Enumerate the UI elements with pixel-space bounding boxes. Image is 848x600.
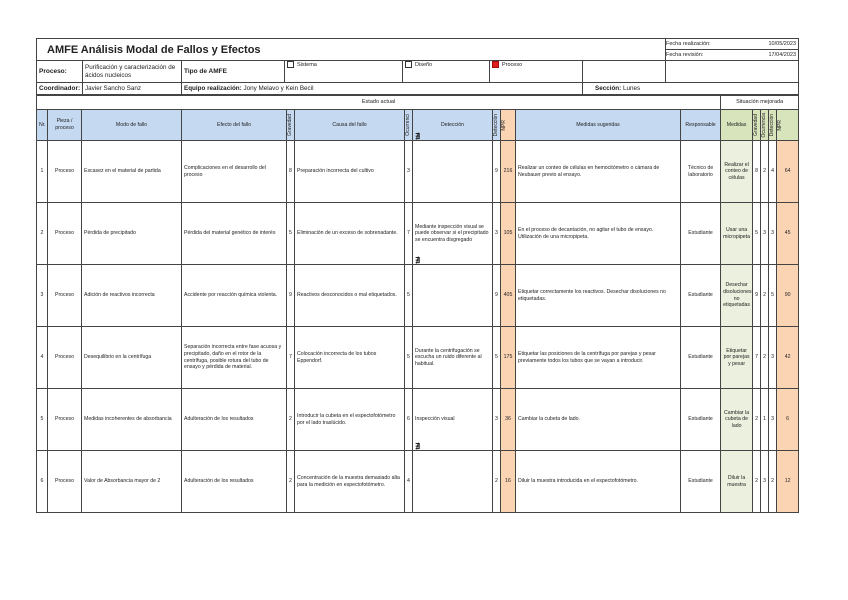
table-row [37, 265, 799, 327]
cell-medidas: Diluir la muestra introducida en el espectofotómetro. [516, 451, 681, 513]
table-row [37, 327, 799, 389]
cell-causa: Reactivos desconocidos o mal etiquetados. [295, 265, 405, 327]
cell-ocurrencia2: 2 [761, 327, 769, 389]
cell-modo: Desequilibrio en la centrífuga [82, 327, 182, 389]
cell-medidas: Cambiar la cubeta de lado. [516, 389, 681, 451]
cell-medidas2: Cambiar la cubeta de lado [721, 389, 753, 451]
col-nr: Nr. [37, 110, 48, 141]
tipo-option-diseno[interactable]: Diseño [403, 61, 490, 83]
cell-nr: 4 [37, 327, 48, 389]
cell-nr: 1 [37, 141, 48, 203]
tipo-option-sistema[interactable]: Sistema [285, 61, 403, 83]
cell-deteccion2: 3 [769, 327, 777, 389]
cell-pieza: Proceso [48, 451, 82, 513]
cell-deteccion-n: 5 [493, 327, 501, 389]
coordinador-label: Coordinador: [37, 83, 83, 95]
cell-deteccion2: 2 [769, 451, 777, 513]
cell-gravedad: 5 [287, 203, 295, 265]
cell-pieza: Proceso [48, 265, 82, 327]
cell-ocurrencia: 3 [405, 141, 413, 203]
cell-ocurrencia2: 2 [761, 265, 769, 327]
cell-gravedad2: 5 [753, 203, 761, 265]
proceso-label: Proceso: [37, 61, 83, 83]
cell-efecto: Adulteración de los resultados [182, 451, 287, 513]
flag-icon: ∄ [415, 441, 421, 451]
fecha-revision-value: 17/04/2023 [768, 52, 797, 58]
cell-nr: 6 [37, 451, 48, 513]
cell-efecto: Accidente por reacción química violenta. [182, 265, 287, 327]
col-pieza: Pieza / proceso [48, 110, 82, 141]
cell-causa: Colocación incorrecta de los tubos Eppendorf. [295, 327, 405, 389]
cell-pieza: Proceso [48, 203, 82, 265]
cell-nr: 3 [37, 265, 48, 327]
cell-ocurrencia: 6 [405, 389, 413, 451]
col-deteccion2: Detección [769, 113, 776, 137]
col-modo: Modo de fallo [82, 110, 182, 141]
tipo-label: Tipo de AMFE [182, 61, 285, 83]
cell-gravedad: 2 [287, 451, 295, 513]
cell-npr: 105 [501, 203, 516, 265]
flag-icon: ∄ [415, 255, 421, 265]
cell-ocurrencia2: 3 [761, 203, 769, 265]
flag-icon: ∄ [415, 131, 421, 141]
cell-deteccion2: 3 [769, 389, 777, 451]
cell-medidas2: Etiquetar por parejas y pesar [721, 327, 753, 389]
cell-deteccion-n: 3 [493, 389, 501, 451]
cell-ocurrencia: 5 [405, 265, 413, 327]
col-npr: NPR [501, 119, 507, 131]
cell-pieza: Proceso [48, 389, 82, 451]
fecha-realizacion-value: 10/05/2023 [768, 41, 797, 47]
fecha-revision-label: Fecha revisión: [666, 52, 704, 58]
cell-nr: 2 [37, 203, 48, 265]
cell-causa: Eliminación de un exceso de sobrenadante. [295, 203, 405, 265]
col-deteccion: Detección [413, 110, 493, 141]
cell-modo: Escasez en el material de partida [82, 141, 182, 203]
cell-npr2: 6 [777, 389, 799, 451]
col-gravedad: Gravedad [287, 114, 293, 136]
equipo-label: Equipo realización: [184, 85, 242, 92]
proceso-value: Purificación y caracterización de ácidos nucleicos [83, 61, 182, 83]
estado-actual-header: Estado actual [37, 96, 721, 110]
cell-npr: 16 [501, 451, 516, 513]
cell-ocurrencia2: 2 [761, 141, 769, 203]
col-efecto: Efecto del fallo [182, 110, 287, 141]
col-medidas: Medidas sugeridas [516, 110, 681, 141]
coordinador-value: Javier Sancho Sanz [83, 83, 182, 95]
amfe-sheet [36, 38, 798, 513]
cell-gravedad2: 9 [753, 265, 761, 327]
cell-gravedad: 2 [287, 389, 295, 451]
cell-pieza: Proceso [48, 327, 82, 389]
cell-gravedad2: 8 [753, 141, 761, 203]
cell-pieza: Proceso [48, 141, 82, 203]
cell-npr: 175 [501, 327, 516, 389]
cell-npr: 36 [501, 389, 516, 451]
cell-responsable: Estudiante [681, 203, 721, 265]
cell-ocurrencia: 5 [405, 327, 413, 389]
col-deteccion-n: Detección [493, 113, 499, 137]
cell-npr2: 45 [777, 203, 799, 265]
diseno-checkbox[interactable] [405, 61, 412, 68]
cell-gravedad: 7 [287, 327, 295, 389]
cell-gravedad2: 2 [753, 451, 761, 513]
cell-medidas2: Diluir la muestra [721, 451, 753, 513]
cell-causa: Introducir la cubeta en el espectofotómetro por el lado traslúcido. [295, 389, 405, 451]
cell-npr2: 12 [777, 451, 799, 513]
tipo-option-proceso[interactable]: Proceso [490, 61, 583, 83]
cell-deteccion-n: 9 [493, 141, 501, 203]
situacion-mejorada-header: Situación mejorada [721, 96, 799, 110]
cell-npr: 405 [501, 265, 516, 327]
cell-medidas: En el proceso de decantación, no agitar el tubo de ensayo. Utilización de una micropipeta. [516, 203, 681, 265]
col-npr2: NPR [777, 119, 784, 131]
cell-responsable: Estudiante [681, 451, 721, 513]
cell-efecto: Separación incorrecta entre fase acuosa y precipitado, daño en el rotor de la centrífuga, posible rotura del tubo de ensayo y pérdida de material. [182, 327, 287, 389]
cell-efecto: Complicaciones en el desarrollo del proceso [182, 141, 287, 203]
col-causa: Causa del fallo [295, 110, 405, 141]
cell-ocurrencia: 7 [405, 203, 413, 265]
col-medidas2: Medidas [721, 110, 753, 141]
cell-medidas: Realizar un conteo de células en hemocitómetro o cámara de Neubauer previo al ensayo. [516, 141, 681, 203]
cell-gravedad: 8 [287, 141, 295, 203]
col-gravedad2: Gravedad [753, 114, 760, 136]
cell-ocurrencia2: 1 [761, 389, 769, 451]
equipo-value: Jony Melavo y Kein Becil [243, 85, 314, 92]
cell-ocurrencia2: 3 [761, 451, 769, 513]
proceso-checkbox-checked[interactable] [492, 61, 499, 68]
cell-responsable: Estudiante [681, 327, 721, 389]
cell-ocurrencia: 4 [405, 451, 413, 513]
cell-causa: Concentración de la muestra demasiado alta para la medición en espectofotómetro. [295, 451, 405, 513]
cell-deteccion2: 3 [769, 203, 777, 265]
cell-responsable: Estudiante [681, 265, 721, 327]
cell-deteccion-n: 3 [493, 203, 501, 265]
cell-modo: Valor de Absorbancia mayor de 2 [82, 451, 182, 513]
cell-medidas: Etiquetar correctamente los reactivos. Desechar disoluciones no etiquetadas. [516, 265, 681, 327]
col-ocurrencia2: Ocurrencia [761, 112, 768, 138]
cell-deteccion: Inspección visual [413, 389, 493, 451]
col-responsable: Responsable [681, 110, 721, 141]
header-table [36, 38, 799, 95]
cell-npr2: 42 [777, 327, 799, 389]
cell-responsable: Estudiante [681, 389, 721, 451]
table-row [37, 451, 799, 513]
cell-deteccion-n: 9 [493, 265, 501, 327]
cell-deteccion: Mediante inspección visual se puede observar si el precipitado se encuentra disgregado [413, 203, 493, 265]
cell-deteccion2: 4 [769, 141, 777, 203]
cell-deteccion2: 5 [769, 265, 777, 327]
cell-modo: Adición de reactivos incorrecta [82, 265, 182, 327]
cell-responsable: Técnico de laboratorio [681, 141, 721, 203]
cell-npr: 216 [501, 141, 516, 203]
cell-medidas: Etiquetar las posiciones de la centrífuga por parejas y pesar previamente todos los tubos que se vayan a introducir. [516, 327, 681, 389]
cell-modo: Medidas incoherentes de absorbancia [82, 389, 182, 451]
cell-nr: 5 [37, 389, 48, 451]
table-row [37, 141, 799, 203]
cell-deteccion-n: 2 [493, 451, 501, 513]
cell-npr2: 90 [777, 265, 799, 327]
cell-gravedad: 9 [287, 265, 295, 327]
cell-efecto: Pérdida del material genético de interés [182, 203, 287, 265]
cell-gravedad2: 7 [753, 327, 761, 389]
cell-deteccion: Durante la centrifugación se escucha un ruido diferente al habitual. [413, 327, 493, 389]
page-title: AMFE Análisis Modal de Fallos y Efectos [37, 39, 666, 61]
cell-efecto: Adulteración de los resultados [182, 389, 287, 451]
seccion-value: Lunes [623, 85, 641, 92]
fecha-realizacion-label: Fecha realización: [666, 41, 711, 47]
col-ocurrencia: Ocurrenci [405, 114, 411, 136]
cell-medidas2: Usar una micropipeta [721, 203, 753, 265]
cell-gravedad2: 2 [753, 389, 761, 451]
cell-modo: Pérdida de precipitado [82, 203, 182, 265]
cell-medidas2: Realizar el conteo de células [721, 141, 753, 203]
amfe-table [36, 95, 799, 513]
cell-causa: Preparación incorrecta del cultivo [295, 141, 405, 203]
cell-npr2: 64 [777, 141, 799, 203]
sistema-checkbox[interactable] [287, 61, 294, 68]
cell-medidas2: Desechar disoluciones no etiquetadas [721, 265, 753, 327]
seccion-label: Sección: [595, 85, 622, 92]
